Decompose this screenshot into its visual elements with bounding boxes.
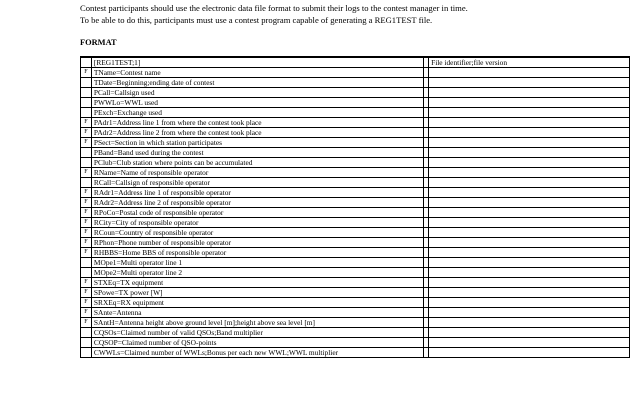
row-note: [429, 348, 630, 358]
row-flag: [81, 258, 92, 268]
row-note: [429, 108, 630, 118]
row-flag: F: [81, 188, 92, 198]
table-row: [81, 258, 630, 268]
table-row: [81, 138, 630, 148]
row-flag: F: [81, 118, 92, 128]
intro-paragraph: [80, 2, 635, 26]
row-note: [429, 278, 630, 288]
row-note: [429, 98, 630, 108]
row-field: [REG1TEST;1]: [91, 57, 423, 68]
row-flag: [81, 178, 92, 188]
row-flag: F: [81, 228, 92, 238]
row-field: PExch=Exchange used: [91, 108, 423, 118]
row-flag: [81, 328, 92, 338]
table-row: [81, 188, 630, 198]
row-flag: [81, 268, 92, 278]
row-flag: F: [81, 238, 92, 248]
table-row: [81, 128, 630, 138]
table-row: [81, 98, 630, 108]
table-row: [81, 57, 630, 68]
row-note: [429, 138, 630, 148]
row-field: SRXEq=RX equipment: [91, 298, 423, 308]
table-row: [81, 208, 630, 218]
row-field: PSect=Section in which station participates: [91, 138, 423, 148]
row-flag: F: [81, 128, 92, 138]
row-note: [429, 308, 630, 318]
row-note: [429, 128, 630, 138]
format-table: [80, 56, 630, 358]
row-note: [429, 298, 630, 308]
row-field: RPoCo=Postal code of responsible operator: [91, 208, 423, 218]
table-row: [81, 318, 630, 328]
row-flag: [81, 57, 92, 68]
row-field: PClub=Club station where points can be accumulated: [91, 158, 423, 168]
row-field: PAdr1=Address line 1 from where the contest took place: [91, 118, 423, 128]
row-field: TName=Contest name: [91, 68, 423, 78]
format-table-body: [81, 57, 630, 358]
row-note: [429, 118, 630, 128]
table-row: [81, 308, 630, 318]
row-flag: F: [81, 198, 92, 208]
table-row: [81, 228, 630, 238]
row-flag: F: [81, 248, 92, 258]
row-note: [429, 228, 630, 238]
row-field: PCall=Callsign used: [91, 88, 423, 98]
table-row: [81, 218, 630, 228]
table-row: [81, 348, 630, 358]
row-field: STXEq=TX equipment: [91, 278, 423, 288]
row-note: [429, 88, 630, 98]
row-field: SAnte=Antenna: [91, 308, 423, 318]
row-flag: [81, 78, 92, 88]
row-flag: [81, 148, 92, 158]
table-row: [81, 298, 630, 308]
row-note: [429, 218, 630, 228]
row-flag: [81, 108, 92, 118]
table-row: [81, 158, 630, 168]
row-flag: F: [81, 68, 92, 78]
row-field: SPowe=TX power [W]: [91, 288, 423, 298]
row-flag: F: [81, 218, 92, 228]
row-note: [429, 78, 630, 88]
row-field: MOpe1=Multi operator line 1: [91, 258, 423, 268]
row-field: RHBBS=Home BBS of responsible operator: [91, 248, 423, 258]
row-flag: [81, 158, 92, 168]
row-note: [429, 68, 630, 78]
table-row: [81, 278, 630, 288]
row-note: [429, 288, 630, 298]
row-flag: F: [81, 168, 92, 178]
row-flag: [81, 98, 92, 108]
row-flag: F: [81, 278, 92, 288]
table-row: [81, 68, 630, 78]
section-heading: FORMAT: [80, 38, 117, 47]
row-field: CWWLs=Claimed number of WWLs;Bonus per each new WWL;WWL multiplier: [91, 348, 423, 358]
row-flag: F: [81, 318, 92, 328]
row-flag: F: [81, 288, 92, 298]
table-row: [81, 248, 630, 258]
row-flag: F: [81, 298, 92, 308]
row-field: PAdr2=Address line 2 from where the contest took place: [91, 128, 423, 138]
row-field: PWWLo=WWL used: [91, 98, 423, 108]
row-field: RCity=City of responsible operator: [91, 218, 423, 228]
table-row: [81, 168, 630, 178]
table-row: [81, 148, 630, 158]
row-field: PBand=Band used during the contest: [91, 148, 423, 158]
table-row: [81, 108, 630, 118]
row-note: [429, 188, 630, 198]
row-note: [429, 158, 630, 168]
row-field: RCoun=Country of responsible operator: [91, 228, 423, 238]
row-note: [429, 318, 630, 328]
row-note: [429, 148, 630, 158]
row-field: RCall=Callsign of responsible operator: [91, 178, 423, 188]
row-note: [429, 168, 630, 178]
table-row: [81, 328, 630, 338]
row-flag: F: [81, 208, 92, 218]
row-field: RName=Name of responsible operator: [91, 168, 423, 178]
table-row: [81, 118, 630, 128]
row-note: [429, 328, 630, 338]
row-flag: F: [81, 308, 92, 318]
row-field: TDate=Beginning;ending date of contest: [91, 78, 423, 88]
row-note: [429, 268, 630, 278]
intro-line-2: To be able to do this, participants must use a contest program capable of generating a REG1TEST file.: [80, 15, 433, 25]
table-row: [81, 238, 630, 248]
row-field: CQSOs=Claimed number of valid QSOs;Band multiplier: [91, 328, 423, 338]
row-field: RPhon=Phone number of responsible operator: [91, 238, 423, 248]
row-note: [429, 208, 630, 218]
table-row: [81, 78, 630, 88]
table-row: [81, 198, 630, 208]
row-field: MOpe2=Multi operator line 2: [91, 268, 423, 278]
row-field: RAdr1=Address line 1 of responsible operator: [91, 188, 423, 198]
table-row: [81, 178, 630, 188]
row-field: RAdr2=Address line 2 of responsible operator: [91, 198, 423, 208]
row-note: File identifier;file version: [429, 57, 630, 68]
row-note: [429, 198, 630, 208]
table-row: [81, 338, 630, 348]
row-flag: F: [81, 138, 92, 148]
row-flag: [81, 348, 92, 358]
row-note: [429, 338, 630, 348]
row-note: [429, 238, 630, 248]
table-row: [81, 268, 630, 278]
intro-line-1: Contest participants should use the electronic data file format to submit their logs to the contest manager in time.: [80, 3, 468, 13]
row-field: SAntH=Antenna height above ground level [m];height above sea level [m]: [91, 318, 423, 328]
row-note: [429, 258, 630, 268]
row-note: [429, 248, 630, 258]
row-note: [429, 178, 630, 188]
table-row: [81, 288, 630, 298]
row-flag: [81, 338, 92, 348]
table-row: [81, 88, 630, 98]
row-field: CQSOP=Claimed number of QSO-points: [91, 338, 423, 348]
row-flag: [81, 88, 92, 98]
